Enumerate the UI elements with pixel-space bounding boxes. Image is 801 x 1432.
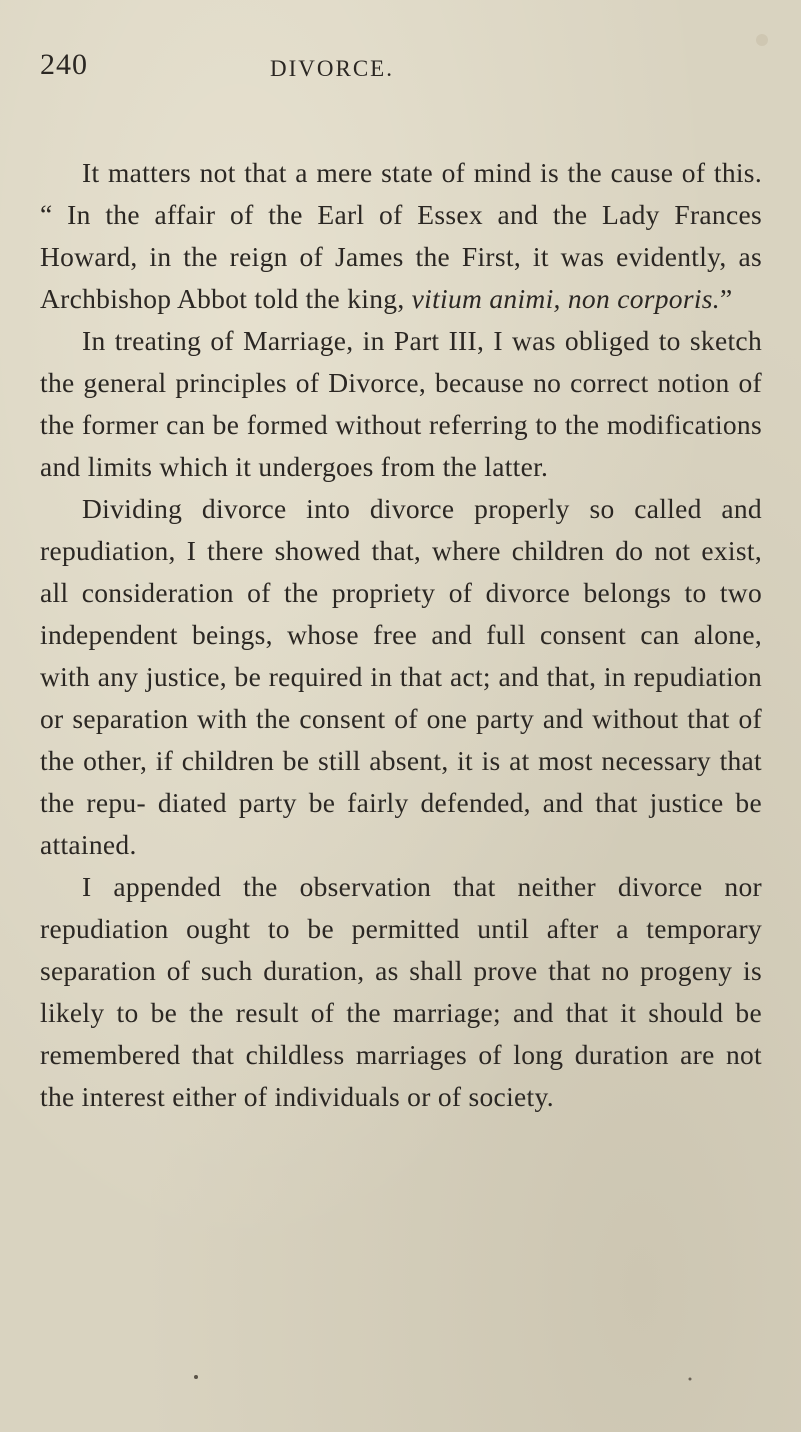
- speck: [194, 1375, 198, 1379]
- page-number: 240: [40, 48, 88, 81]
- running-title: DIVORCE.: [270, 56, 394, 81]
- paragraph-4: I appended the observation that neither divorce nor repudiation ought to be permitted until after a temporary separation of such duration, as shall prove that no progeny is likely to be the result of the marriage; and that it should be remembered that childless marriages of long duration are not the interest either of individuals or of society.: [40, 871, 762, 1112]
- latin-phrase: vitium animi, non corporis.: [411, 283, 720, 314]
- speck: [756, 34, 768, 46]
- body-text: [40, 152, 762, 1118]
- closing-quote: ”: [719, 283, 733, 314]
- paragraph-1-text: It matters not that a mere state of mind is the cause of this. “ In the affair of the Earl of Essex and the Lady Frances Howard, in the reign of James the First, it was evidently, as Archbishop Abbot told the king,: [40, 157, 762, 314]
- paragraph-2: In treating of Marriage, in Part III, I was obliged to sketch the general principles of Divorce, because no correct notion of the former can be formed without referring to the modifications and limits which it undergoes from the latter.: [40, 325, 762, 482]
- running-head: [40, 48, 760, 88]
- paragraph-1: [40, 152, 762, 320]
- speck: [689, 1378, 692, 1381]
- paragraph-3: Dividing divorce into divorce properly so called and repudiation, I there showed that, where children do not exist, all consideration of the propriety of divorce belongs to two independent beings, whose free and full consent can alone, with any justice, be required in that act; and that, in repudiation or separation with the consent of one party and without that of the other, if children be still absent, it is at most necessary that the repu- diated party be fairly defended, and that justice be attained.: [40, 493, 762, 860]
